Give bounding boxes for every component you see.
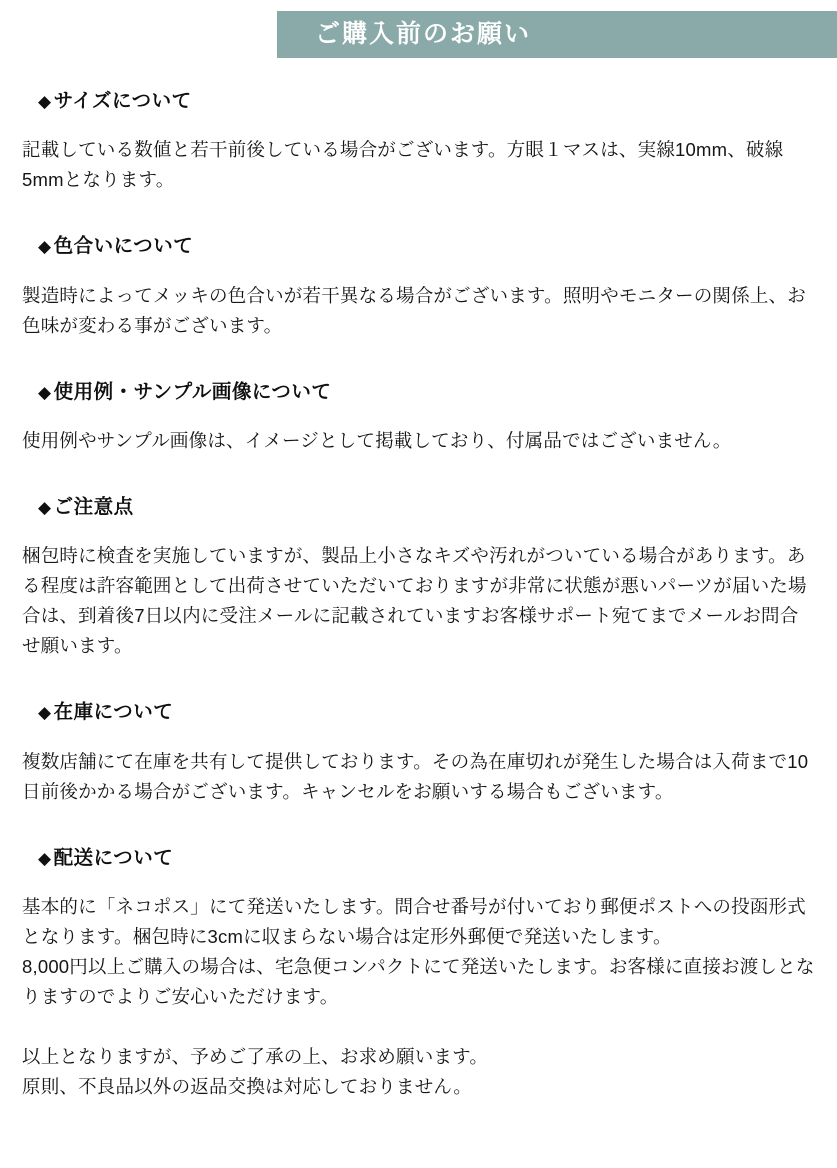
section-heading-caution-label: ご注意点	[53, 496, 134, 519]
diamond-icon: ◆	[38, 382, 52, 402]
section-heading-shipping	[22, 847, 815, 870]
header-band	[277, 11, 837, 58]
section-heading-shipping-label: 配送について	[53, 846, 174, 869]
section-caution-paragraph-1: 梱包時に検査を実施していますが、製品上小さなキズや汚れがついている場合があります。ある程度は許容範囲として出荷させていただいておりますが非常に状態が悪いパーツが届いた場合は、到着後7日以内に受注メールに記載されていますお客様サポート宛てまでメールお問合せ願います。	[22, 545, 807, 657]
section-heading-size-label: サイズについて	[53, 90, 192, 112]
closing-line-1: 以上となりますが、予めご了承の上、お求め願います。	[22, 1045, 489, 1067]
diamond-icon: ◆	[38, 703, 52, 723]
section-sample-images-paragraph-1: 使用例やサンプル画像は、イメージとして掲載しており、付属品ではございません。	[22, 430, 732, 452]
section-stock	[22, 701, 815, 806]
section-stock-paragraph-1: 複数店舗にて在庫を共有して提供しております。その為在庫切れが発生した場合は入荷まで10日前後かかる場合がございます。キャンセルをお願いする場合もございます。	[22, 750, 809, 802]
page-title: ご購入前のお願い	[315, 20, 532, 48]
diamond-icon: ◆	[38, 237, 52, 257]
section-size	[22, 90, 815, 195]
notice-content	[0, 90, 837, 1102]
section-heading-size	[22, 90, 815, 113]
section-heading-color-label: 色合いについて	[53, 235, 194, 258]
header-left-spacer	[0, 11, 277, 58]
section-heading-stock-label: 在庫について	[53, 701, 174, 724]
section-size-paragraph-1: 記載している数値と若干前後している場合がございます。方眼１マスは、実線10mm、破線5mmとなります。	[22, 139, 784, 191]
section-heading-stock	[22, 701, 815, 724]
page-header	[0, 11, 837, 58]
section-heading-caution	[22, 496, 815, 519]
closing-line-2: 原則、不良品以外の返品交換は対応しておりません。	[22, 1075, 472, 1097]
bottom-spacer	[0, 1160, 837, 1168]
diamond-icon: ◆	[38, 498, 52, 518]
diamond-icon: ◆	[38, 92, 52, 111]
section-color-paragraph-1: 製造時によってメッキの色合いが若干異なる場合がございます。照明やモニターの関係上、お色味が変わる事がございます。	[22, 284, 806, 336]
section-heading-sample-images-label: 使用例・サンプル画像について	[53, 380, 332, 403]
section-caution	[22, 496, 815, 661]
section-shipping-paragraph-2: 8,000円以上ご購入の場合は、宅急便コンパクトにて発送いたします。お客様に直接お渡しとなりますのでよりご安心いただけます。	[22, 955, 815, 1007]
section-color	[22, 235, 815, 340]
purchase-notice-page	[0, 11, 837, 1168]
section-heading-sample-images	[22, 381, 815, 404]
section-heading-color	[22, 235, 815, 258]
section-shipping	[22, 847, 815, 1012]
closing-note	[22, 1042, 815, 1102]
section-shipping-paragraph-1: 基本的に「ネコポス」にて発送いたします。問合せ番号が付いており郵便ポストへの投函形式となります。梱包時に3cmに収まらない場合は定形外郵便で発送いたします。	[22, 896, 806, 947]
diamond-icon: ◆	[38, 848, 52, 868]
section-sample-images	[22, 381, 815, 456]
